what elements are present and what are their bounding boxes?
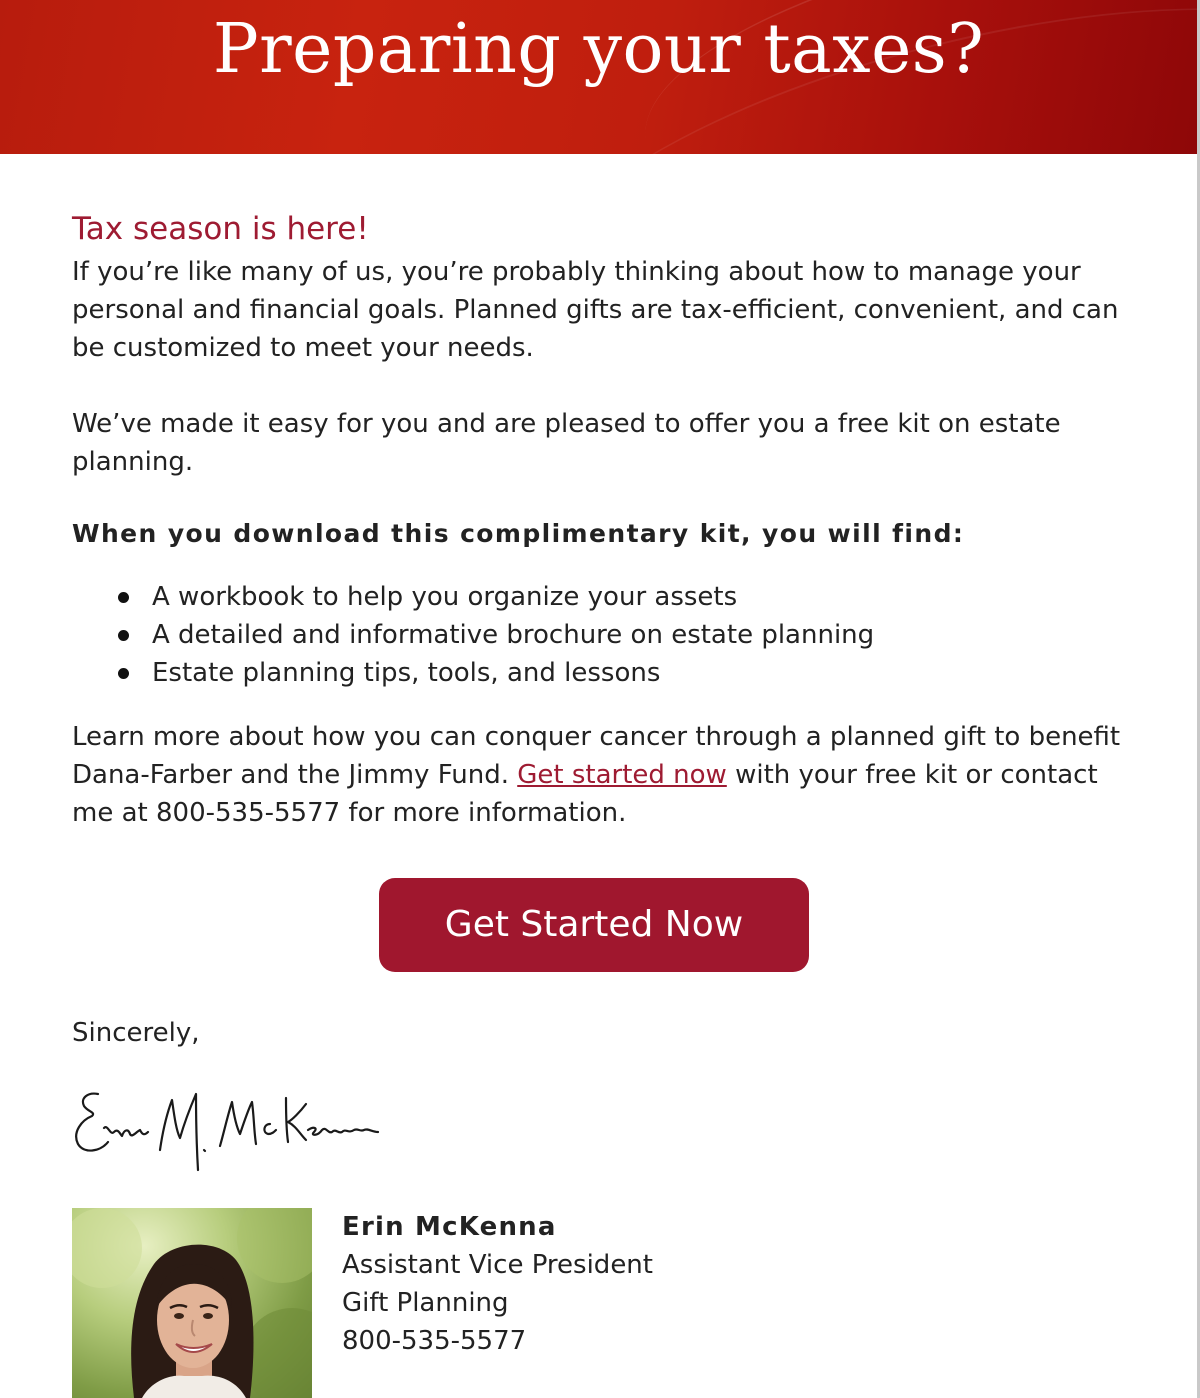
- list-item-text: Estate planning tips, tools, and lessons: [152, 658, 661, 688]
- portrait-illustration: [72, 1208, 312, 1398]
- contact-phone: 800-535-5577: [342, 1326, 527, 1356]
- list-item-text: A detailed and informative brochure on estate planning: [152, 620, 875, 650]
- bullet-icon: [118, 592, 129, 603]
- list-item: [152, 616, 1132, 654]
- get-started-link[interactable]: Get started now: [517, 760, 727, 790]
- learn-text-after: with your free kit or contact me at 800-535-5577 for more information.: [72, 760, 1098, 828]
- list-item: [152, 654, 1132, 692]
- header-title: Preparing your taxes?: [212, 10, 985, 89]
- signature-image: [64, 1080, 384, 1175]
- kit-list: [72, 578, 1132, 692]
- profile-photo: [72, 1208, 312, 1398]
- header-banner: [0, 0, 1197, 154]
- offer-paragraph: We’ve made it easy for you and are pleased to offer you a free kit on estate planning.: [72, 409, 1061, 477]
- email-body: [72, 205, 1132, 832]
- bullet-icon: [118, 668, 129, 679]
- list-item-text: A workbook to help you organize your assets: [152, 582, 738, 612]
- bullet-icon: [118, 630, 129, 641]
- closing-text: Sincerely,: [72, 1018, 200, 1048]
- contact-department: Gift Planning: [342, 1288, 509, 1318]
- kit-heading: When you download this complimentary kit, you will find:: [72, 519, 965, 548]
- subheading: Tax season is here!: [72, 211, 369, 247]
- intro-paragraph: If you’re like many of us, you’re probably thinking about how to manage your personal and financial goals. Planned gifts are tax-efficient, convenient, and can be customized to meet your needs.: [72, 257, 1119, 363]
- list-item: [152, 578, 1132, 616]
- get-started-button[interactable]: Get Started Now: [379, 878, 809, 972]
- contact-title: Assistant Vice President: [342, 1250, 653, 1280]
- learn-text-before: Learn more about how you can conquer cancer through a planned gift to benefit Dana-Farber and the Jimmy Fund.: [72, 722, 1121, 790]
- learn-more-paragraph: [72, 718, 1132, 832]
- contact-info: [342, 1208, 653, 1360]
- contact-name: Erin McKenna: [342, 1212, 557, 1242]
